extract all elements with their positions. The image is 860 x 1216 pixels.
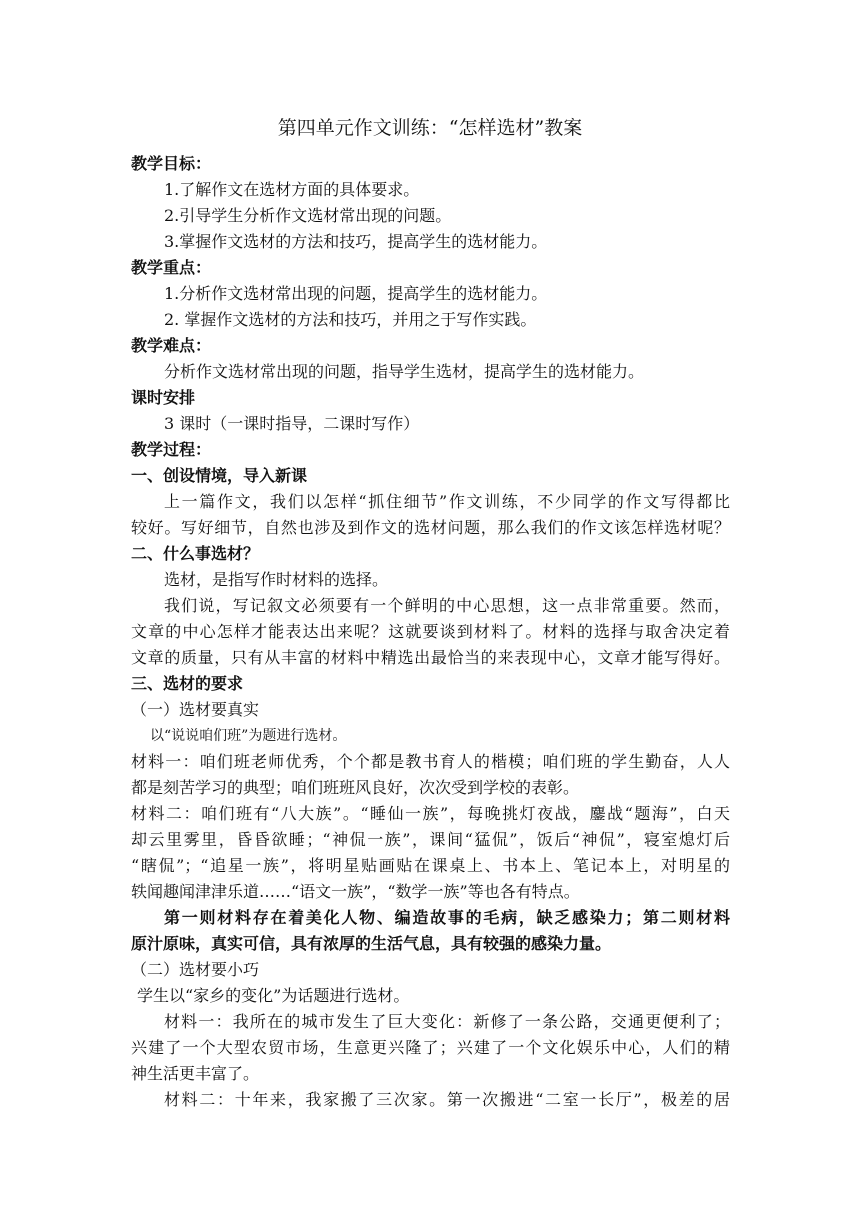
section-heading-1: 一、创设情境，导入新课	[131, 466, 308, 485]
paragraph-line: 材料二：十年来，我家搬了三次家。第一次搬进“二室一长厅”，极差的居	[164, 1090, 730, 1109]
paragraph-line: 都是刻苦学习的典型；咱们班班风良好，次次受到学校的表彰。	[131, 778, 580, 797]
paragraph-line: 我们说，写记叙文必须要有一个鲜明的中心思想，这一点非常重要。然而，	[164, 596, 730, 615]
heading-schedule: 课时安排	[131, 388, 196, 407]
subsection-heading: （二）选材要小巧	[131, 960, 260, 979]
paragraph-line: 学生以“家乡的变化”为话题进行选材。	[137, 986, 410, 1005]
paragraph-line: 选材，是指写作时材料的选择。	[164, 570, 389, 589]
paragraph-line: 材料二：咱们班有“八大族”。“睡仙一族”，每晚挑灯夜战，鏖战“题海”，白天	[131, 804, 730, 823]
paragraph-line: 3 课时（一课时指导，二课时写作）	[164, 414, 420, 433]
goal-item: 2.引导学生分析作文选材常出现的问题。	[164, 206, 452, 225]
goal-item: 1.了解作文在选材方面的具体要求。	[164, 180, 420, 199]
paragraph-line: 以“说说咱们班”为题进行选材。	[150, 728, 347, 744]
paragraph-line: 材料一：我所在的城市发生了巨大变化：新修了一条公路，交通更便利了；	[164, 1012, 730, 1031]
key-point-item: 1.分析作文选材常出现的问题，提高学生的选材能力。	[164, 284, 548, 303]
paragraph-line: 却云里雾里，昏昏欲睡；“神侃一族”，课间“猛侃”，饭后“神侃”，寝室熄灯后	[131, 830, 730, 849]
document-title: 第四单元作文训练：“怎样选材”教案	[277, 117, 583, 139]
section-heading-3: 三、选材的要求	[131, 674, 244, 693]
heading-key-points: 教学重点：	[131, 258, 212, 277]
section-heading-2: 二、什么事选材？	[131, 544, 260, 563]
paragraph-line: 材料一：咱们班老师优秀，个个都是教书育人的楷模；咱们班的学生勤奋，人人	[131, 752, 730, 771]
paragraph-line: 轶闻趣闻津津乐道……“语文一族”，“数学一族”等也各有特点。	[131, 882, 580, 901]
heading-process: 教学过程：	[131, 440, 212, 459]
paragraph-line: 上一篇作文，我们以怎样“抓住细节”作文训练，不少同学的作文写得都比	[164, 492, 730, 511]
paragraph-line: “瞎侃”；“追星一族”，将明星贴画贴在课桌上、书本上、笔记本上，对明星的	[131, 856, 730, 875]
subsection-heading: （一）选材要真实	[131, 700, 260, 719]
heading-teaching-goals: 教学目标：	[131, 154, 212, 173]
goal-item: 3.掌握作文选材的方法和技巧，提高学生的选材能力。	[164, 232, 548, 251]
bold-conclusion-line: 原汁原味，真实可信，具有浓厚的生活气息，具有较强的感染力量。	[131, 934, 612, 953]
paragraph-line: 文章的中心怎样才能表达出来呢？这就要谈到材料了。材料的选择与取舍决定着	[131, 622, 730, 641]
heading-difficulties: 教学难点：	[131, 336, 212, 355]
key-point-item: 2. 掌握作文选材的方法和技巧，并用之于写作实践。	[164, 310, 537, 329]
paragraph-line: 分析作文选材常出现的问题，指导学生选材，提高学生的选材能力。	[164, 362, 645, 381]
bold-conclusion-line: 第一则材料存在着美化人物、编造故事的毛病，缺乏感染力；第二则材料	[164, 908, 730, 927]
paragraph-line: 神生活更丰富了。	[131, 1064, 260, 1083]
paragraph-line: 兴建了一个大型农贸市场，生意更兴隆了；兴建了一个文化娱乐中心，人们的精	[131, 1038, 730, 1057]
paragraph-line: 较好。写好细节，自然也涉及到作文的选材问题，那么我们的作文该怎样选材呢？	[131, 518, 730, 537]
paragraph-line: 文章的质量，只有从丰富的材料中精选出最恰当的来表现中心，文章才能写得好。	[131, 648, 730, 667]
